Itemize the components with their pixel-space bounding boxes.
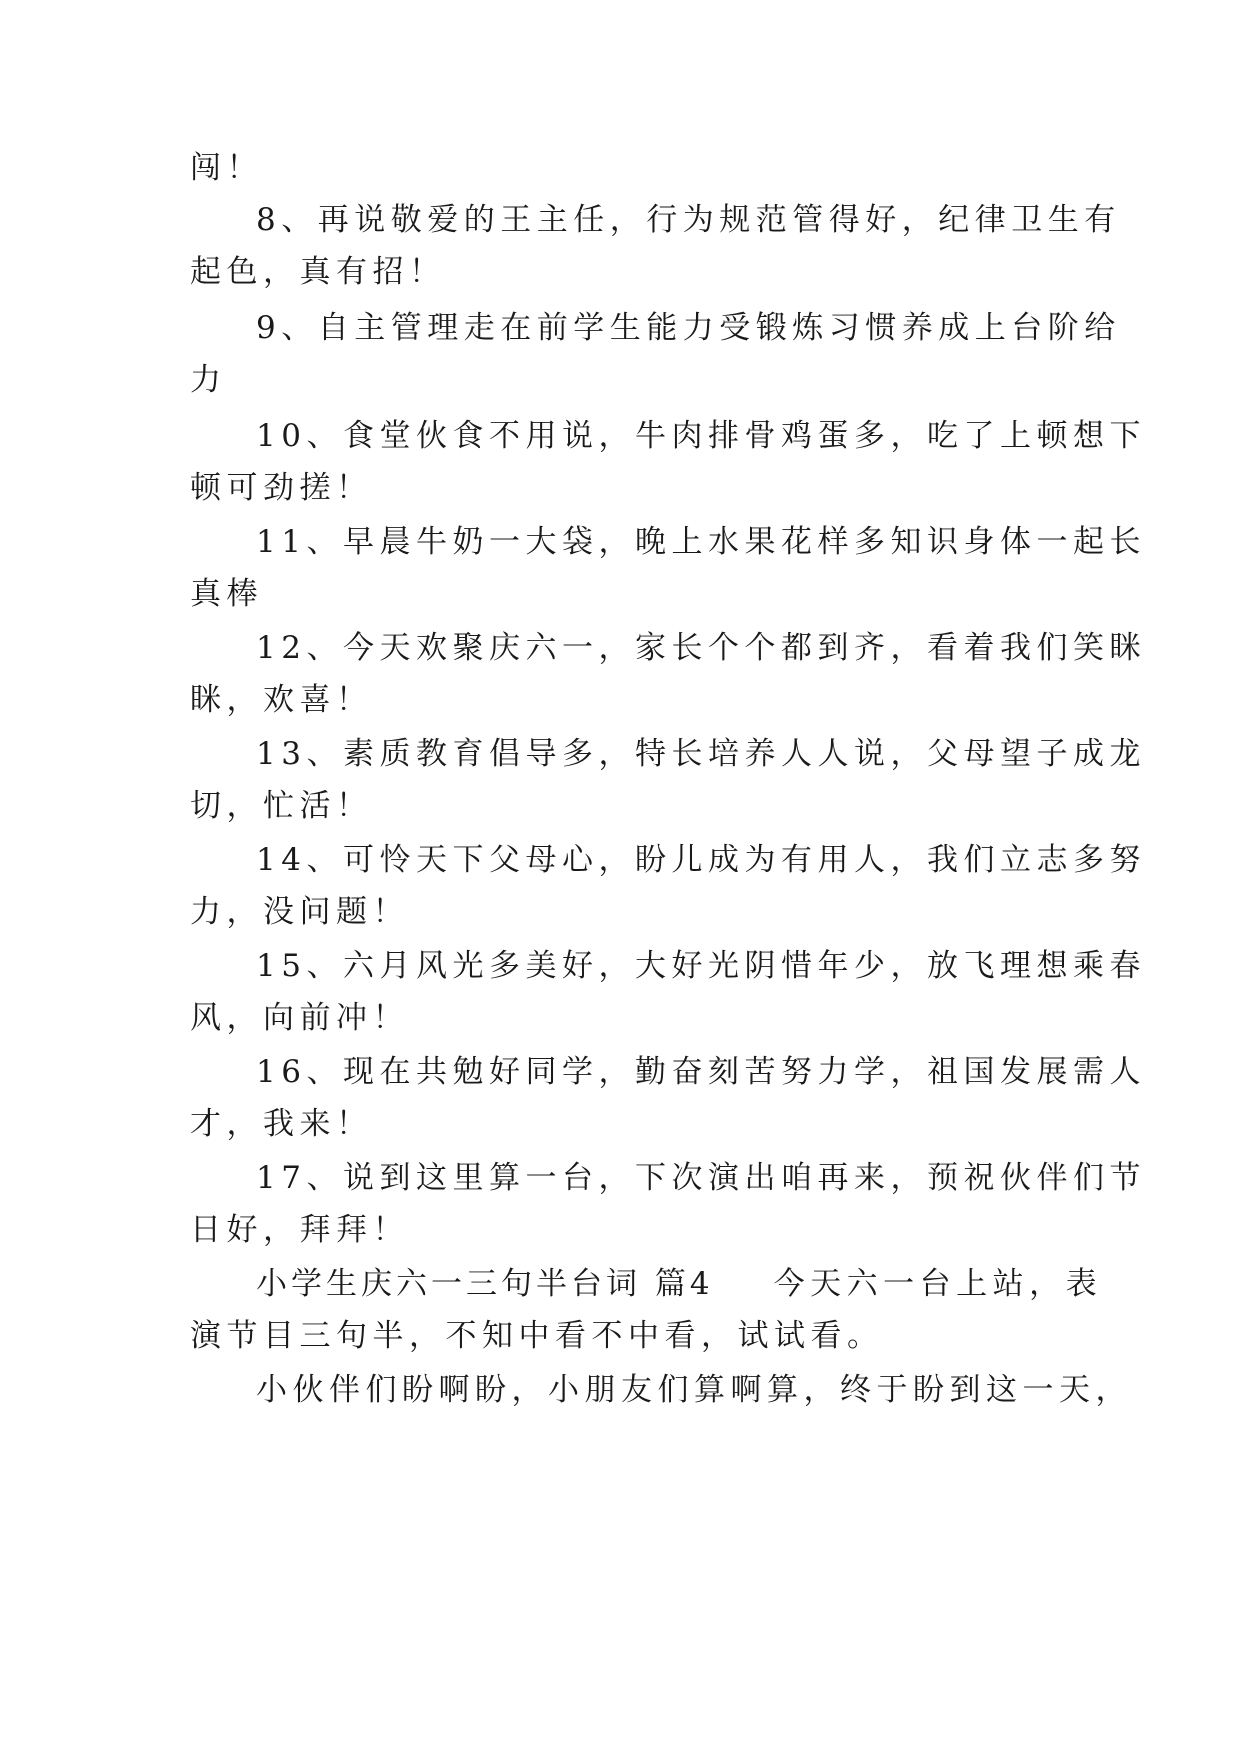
text-line: 演节目三句半，不知中看不中看，试试看。 [190,1318,884,1354]
text-line: 日好，拜拜！ [190,1212,409,1248]
text-line: 17、说到这里算一台，下次演出咱再来，预祝伙伴们节 [256,1160,1146,1196]
text-line: 起色，真有招！ [190,254,446,290]
text-line: 真棒 [190,576,263,612]
text-line: 眯，欢喜！ [190,682,373,718]
text-line: 16、现在共勉好同学，勤奋刻苦努力学，祖国发展需人 [256,1054,1146,1090]
text-line: 13、素质教育倡导多，特长培养人人说，父母望子成龙 [256,736,1146,772]
text-line: 15、六月风光多美好，大好光阴惜年少，放飞理想乘春 [256,948,1146,984]
text-line: 12、今天欢聚庆六一，家长个个都到齐，看着我们笑眯 [256,630,1146,666]
text-line: 力，没问题！ [190,894,409,930]
text-line: 9、自主管理走在前学生能力受锻炼习惯养成上台阶给 [256,310,1121,346]
section-heading-continuation: 今天六一台上站，表 [773,1266,1103,1302]
section-heading-line [256,1264,1103,1304]
text-line: 力 [190,362,227,398]
text-line: 14、可怜天下父母心，盼儿成为有用人，我们立志多努 [256,842,1146,878]
text-line: 顿可劲搓！ [190,470,373,506]
text-line: 小伙伴们盼啊盼，小朋友们算啊算，终于盼到这一天， [256,1372,1132,1408]
text-line: 才，我来！ [190,1106,373,1142]
text-line: 风，向前冲！ [190,1000,409,1036]
text-line: 11、早晨牛奶一大袋，晚上水果花样多知识身体一起长 [256,524,1146,560]
section-heading: 小学生庆六一三句半台词 篇4 [256,1266,714,1302]
text-line: 10、食堂伙食不用说，牛肉排骨鸡蛋多，吃了上顿想下 [256,418,1146,454]
text-line: 切，忙活！ [190,788,373,824]
text-line: 8、再说敬爱的王主任，行为规范管得好，纪律卫生有 [256,202,1121,238]
text-line: 闯！ [190,150,263,186]
